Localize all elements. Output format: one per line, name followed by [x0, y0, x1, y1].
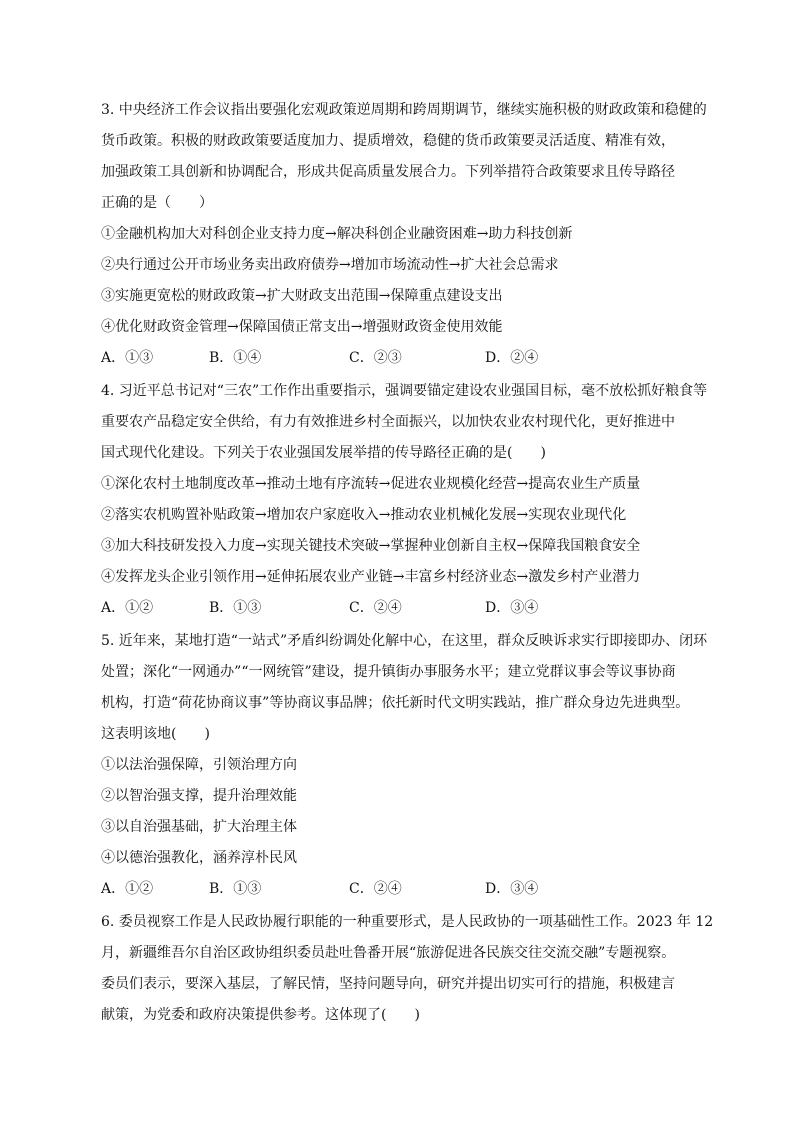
question-3-statement-3: ③实施更宽松的财政政策→扩大财政支出范围→保障重点建设支出	[101, 288, 503, 304]
option-c[interactable]: C．②③	[349, 350, 402, 366]
question-5-statement-4: ④以德治强教化，涵养淳朴民风	[101, 850, 297, 866]
question-4-line-1: 4. 习近平总书记对“三农”工作作出重要指示，强调要锚定建设农业强国目标，毫不放松抓好粮食等	[101, 383, 708, 399]
question-3-statement-4: ④优化财政资金管理→保障国债正常支出→增强财政资金使用效能	[101, 319, 503, 335]
question-5-line-1: 5. 近年来，某地打造“一站式”矛盾纠纷调处化解中心，在这里，群众反映诉求实行即接即办、闭环	[101, 633, 708, 649]
question-3-line-2: 货币政策。积极的财政政策要适度加力、提质增效，稳健的货币政策要灵活适度、精准有效，	[101, 133, 675, 149]
question-3-options	[101, 349, 661, 367]
option-d[interactable]: D．③④	[485, 600, 539, 616]
question-3-line-1: 3. 中央经济工作会议指出要强化宏观政策逆周期和跨周期调节，继续实施积极的财政政策和稳健的	[101, 102, 707, 118]
option-d[interactable]: D．③④	[485, 881, 539, 897]
option-a[interactable]: A．①③	[101, 350, 154, 366]
question-4-line-2: 重要农产品稳定安全供给，有力有效推进乡村全面振兴，以加快农业农村现代化，更好推进中	[101, 414, 675, 430]
option-a[interactable]: A．①②	[101, 881, 154, 897]
option-c[interactable]: C．②④	[349, 600, 402, 616]
question-6-line-1: 6. 委员视察工作是人民政协履行职能的一种重要形式，是人民政协的一项基础性工作。2023 年 12	[101, 914, 714, 930]
question-5-statement-3: ③以自治强基础，扩大治理主体	[101, 819, 297, 835]
question-4-line-3: 国式现代化建设。下列关于农业强国发展举措的传导路径正确的是( )	[101, 445, 546, 461]
question-6-line-3: 委员们表示，要深入基层，了解民情，坚持问题导向，研究并提出切实可行的措施，积极建言	[101, 976, 675, 992]
question-6-line-2: 月，新疆维吾尔自治区政协组织委员赴吐鲁番开展“旅游促进各民族交往交流交融”专题视察。	[101, 945, 676, 961]
option-a[interactable]: A．①②	[101, 600, 154, 616]
question-4-options	[101, 599, 661, 617]
option-b[interactable]: B．①③	[209, 600, 262, 616]
question-5-line-2: 处置；深化“一网通办”“一网统管”建设，提升镇街办事服务水平；建立党群议事会等议事协商	[101, 664, 676, 680]
option-d[interactable]: D．②④	[485, 350, 539, 366]
question-4-statement-3: ③加大科技研发投入力度→实现关键技术突破→掌握种业创新自主权→保障我国粮食安全	[101, 538, 641, 554]
question-5-line-4: 这表明该地( )	[101, 726, 210, 742]
question-6-line-4: 献策，为党委和政府决策提供参考。这体现了( )	[101, 1007, 420, 1023]
question-5-line-3: 机构，打造“荷花协商议事”等协商议事品牌；依托新时代文明实践站，推广群众身边先进典型。	[101, 695, 690, 711]
question-4-statement-4: ④发挥龙头企业引领作用→延伸拓展农业产业链→丰富乡村经济业态→激发乡村产业潜力	[101, 569, 641, 585]
question-4-statement-2: ②落实农机购置补贴政策→增加农户家庭收入→推动农业机械化发展→实现农业现代化	[101, 507, 627, 523]
question-3-statement-1: ①金融机构加大对科创企业支持力度→解决科创企业融资困难→助力科技创新	[101, 226, 573, 242]
question-4-statement-1: ①深化农村土地制度改革→推动土地有序流转→促进农业规模化经营→提高农业生产质量	[101, 476, 641, 492]
option-b[interactable]: B．①③	[209, 881, 262, 897]
question-5-statement-1: ①以法治强保障，引领治理方向	[101, 757, 297, 773]
option-b[interactable]: B．①④	[209, 350, 262, 366]
question-3-statement-2: ②央行通过公开市场业务卖出政府债券→增加市场流动性→扩大社会总需求	[101, 257, 559, 273]
question-5-statement-2: ②以智治强支撑，提升治理效能	[101, 788, 297, 804]
option-c[interactable]: C．②④	[349, 881, 402, 897]
question-3-line-4: 正确的是（ ）	[101, 195, 213, 211]
question-3-line-3: 加强政策工具创新和协调配合，形成共促高质量发展合力。下列举措符合政策要求且传导路径	[101, 164, 675, 180]
question-5-options	[101, 880, 661, 898]
